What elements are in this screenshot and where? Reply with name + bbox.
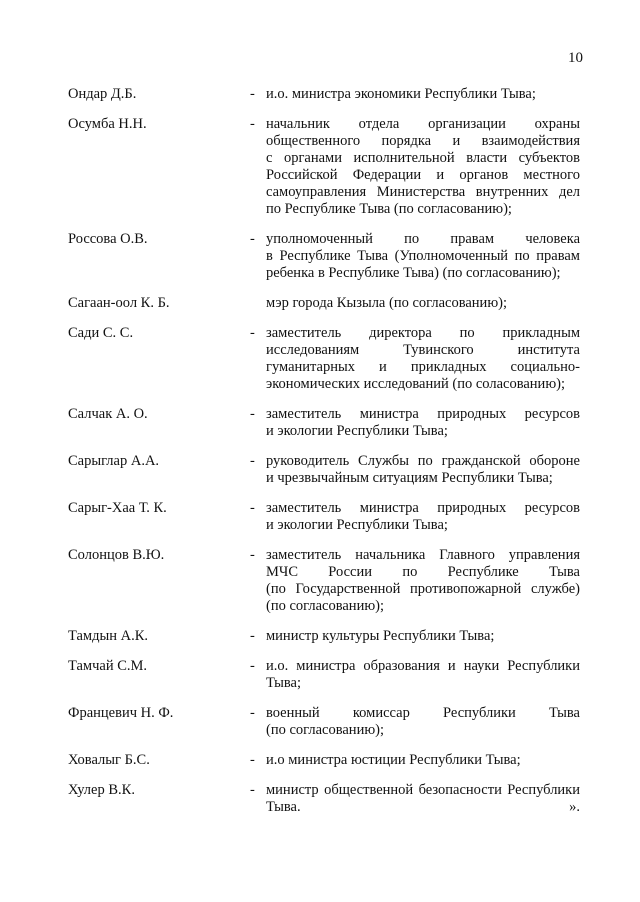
position-line: заместитель министра природных ресурсов bbox=[266, 500, 580, 516]
position-line: и.о министра юстиции Республики Тыва; bbox=[266, 752, 521, 768]
position-line: военный комиссар Республики Тыва bbox=[266, 705, 580, 721]
member-position bbox=[266, 295, 580, 312]
list-item bbox=[68, 86, 580, 103]
position-line: (по согласованию); bbox=[266, 722, 385, 738]
position-line: самоуправления Министерства внутренних дел bbox=[266, 184, 580, 200]
members-list bbox=[68, 86, 580, 816]
dash-separator: - bbox=[250, 705, 255, 721]
list-item bbox=[68, 295, 580, 312]
dash-separator: - bbox=[250, 628, 255, 644]
position-line: в Республике Тыва (Уполномоченный по правам bbox=[266, 248, 580, 264]
member-name: Тамчай С.М. bbox=[68, 658, 148, 674]
member-position bbox=[266, 782, 580, 816]
member-position bbox=[266, 86, 580, 103]
member-name: Францевич Н. Ф. bbox=[68, 705, 174, 721]
dash-separator: - bbox=[250, 658, 255, 674]
member-name: Сарыглар А.А. bbox=[68, 453, 160, 469]
list-item bbox=[68, 705, 580, 739]
dash-separator: - bbox=[250, 325, 255, 341]
position-line: и.о. министра образования и науки Республики bbox=[266, 658, 580, 674]
position-line: уполномоченный по правам человека bbox=[266, 231, 580, 247]
member-position bbox=[266, 658, 580, 692]
position-line: Тыва. bbox=[266, 799, 301, 815]
position-line: по Республике Тыва (по согласованию); bbox=[266, 201, 512, 217]
position-line: заместитель министра природных ресурсов bbox=[266, 406, 580, 422]
member-position bbox=[266, 406, 580, 440]
position-line: и.о. министра экономики Республики Тыва; bbox=[266, 86, 536, 102]
position-line: исследованиям Тувинского института bbox=[266, 342, 580, 358]
dash-separator: - bbox=[250, 453, 255, 469]
list-item bbox=[68, 325, 580, 393]
list-item bbox=[68, 782, 580, 816]
dash-separator: - bbox=[250, 406, 255, 422]
member-position bbox=[266, 752, 580, 769]
member-name: Хулер В.К. bbox=[68, 782, 135, 798]
member-name: Сади С. С. bbox=[68, 325, 134, 341]
list-item bbox=[68, 658, 580, 692]
position-line: (по согласованию); bbox=[266, 598, 385, 614]
position-line: с органами исполнительной власти субъектов bbox=[266, 150, 580, 166]
position-line: министр культуры Республики Тыва; bbox=[266, 628, 495, 644]
dash-separator: - bbox=[250, 86, 255, 102]
list-item bbox=[68, 500, 580, 534]
position-line: МЧС России по Республике Тыва bbox=[266, 564, 580, 580]
position-line: и экологии Республики Тыва; bbox=[266, 517, 448, 533]
page-number: 10 bbox=[568, 50, 583, 66]
dash-separator: - bbox=[250, 500, 255, 516]
member-name: Ховалыг Б.С. bbox=[68, 752, 150, 768]
member-position bbox=[266, 500, 580, 534]
position-line: (по Государственной противопожарной службе) bbox=[266, 581, 580, 597]
list-item bbox=[68, 453, 580, 487]
member-position bbox=[266, 705, 580, 739]
list-item bbox=[68, 116, 580, 218]
closing-quote-mark: ». bbox=[569, 799, 580, 815]
position-line: и экологии Республики Тыва; bbox=[266, 423, 448, 439]
member-name: Сагаан-оол К. Б. bbox=[68, 295, 170, 311]
member-position bbox=[266, 453, 580, 487]
member-position bbox=[266, 116, 580, 218]
position-line: ребенка в Республике Тыва) (по согласованию); bbox=[266, 265, 561, 281]
position-line: мэр города Кызыла (по согласованию); bbox=[266, 295, 508, 311]
position-line: гуманитарных и прикладных социально- bbox=[266, 359, 580, 375]
member-name: Салчак А. О. bbox=[68, 406, 148, 422]
member-name: Тамдын А.К. bbox=[68, 628, 149, 644]
position-line: заместитель директора по прикладным bbox=[266, 325, 580, 341]
position-line: Тыва; bbox=[266, 675, 301, 691]
dash-separator: - bbox=[250, 116, 255, 132]
list-item bbox=[68, 547, 580, 615]
member-name: Солонцов В.Ю. bbox=[68, 547, 165, 563]
member-position bbox=[266, 325, 580, 393]
position-line: общественного порядка и взаимодействия bbox=[266, 133, 580, 149]
dash-separator: - bbox=[250, 782, 255, 798]
list-item bbox=[68, 628, 580, 645]
member-name: Сарыг-Хаа Т. К. bbox=[68, 500, 167, 516]
position-line: Российской Федерации и органов местного bbox=[266, 167, 580, 183]
dash-separator: - bbox=[250, 547, 255, 563]
member-position bbox=[266, 547, 580, 615]
list-item bbox=[68, 406, 580, 440]
position-line: заместитель начальника Главного управления bbox=[266, 547, 580, 563]
list-item bbox=[68, 752, 580, 769]
dash-separator: - bbox=[250, 231, 255, 247]
list-item bbox=[68, 231, 580, 282]
position-line: начальник отдела организации охраны bbox=[266, 116, 580, 132]
member-position bbox=[266, 231, 580, 282]
position-line: и чрезвычайным ситуациям Республики Тыва; bbox=[266, 470, 553, 486]
dash-separator: - bbox=[250, 752, 255, 768]
member-name: Осумба Н.Н. bbox=[68, 116, 147, 132]
member-name: Россова О.В. bbox=[68, 231, 148, 247]
position-line: экономических исследований (по соласованию); bbox=[266, 376, 566, 392]
position-line: руководитель Службы по гражданской обороне bbox=[266, 453, 580, 469]
member-name: Ондар Д.Б. bbox=[68, 86, 137, 102]
position-line: министр общественной безопасности Республики bbox=[266, 782, 580, 798]
member-position bbox=[266, 628, 580, 645]
